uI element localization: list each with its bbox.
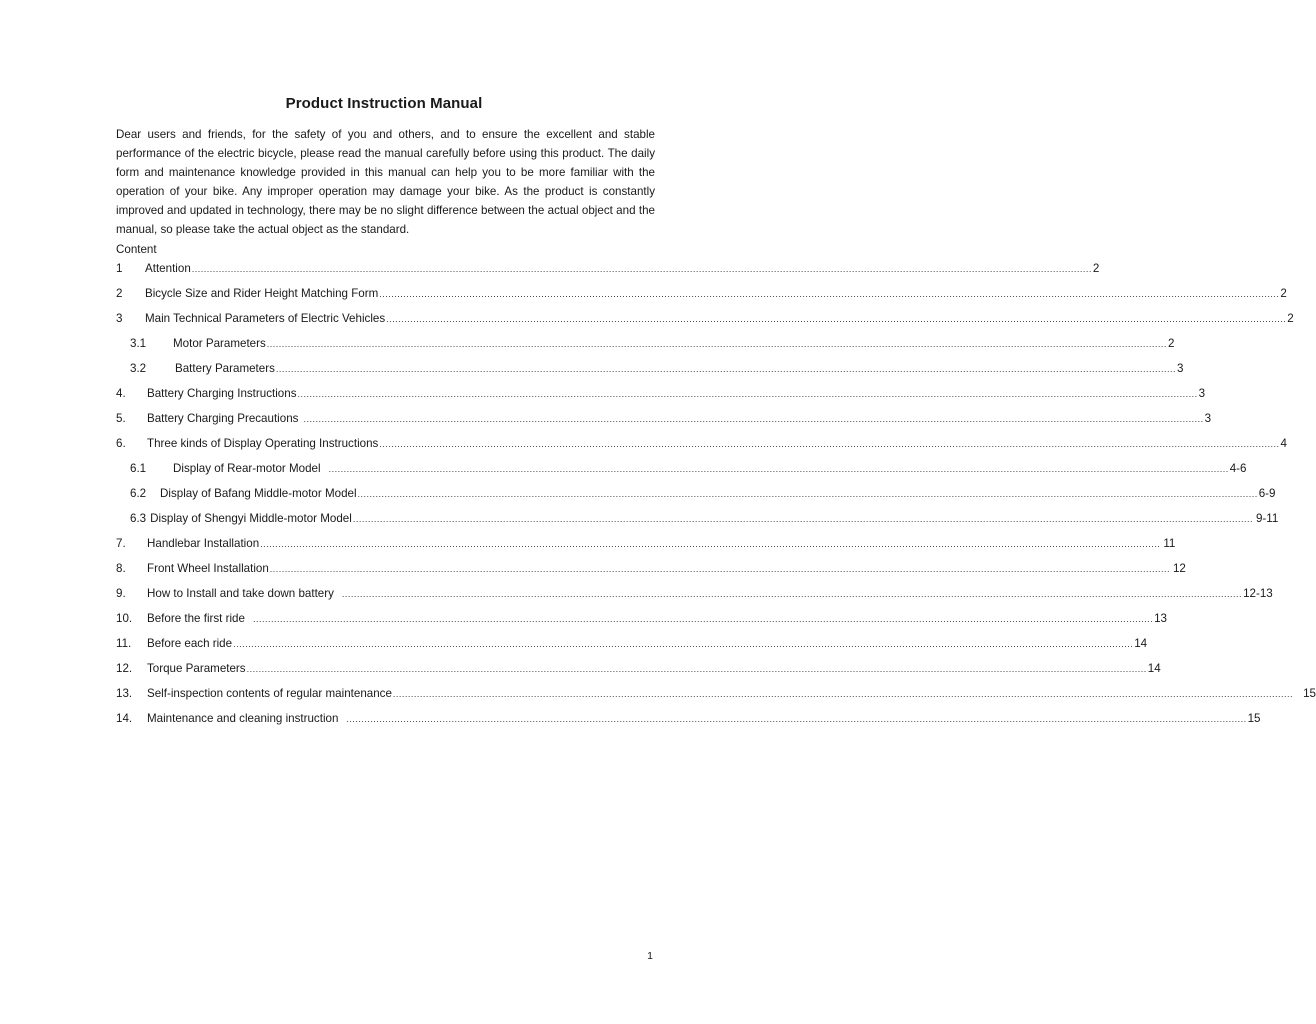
- toc-item-page: 14: [1134, 637, 1148, 650]
- toc-leader-dots: ............................................................................................................................................................................................................................................................................................................: [297, 389, 1198, 399]
- toc-item-label: Before each ride: [147, 637, 233, 650]
- toc-leader-dots: ............................................................................................................................................................................................................................................................................................................: [266, 339, 1167, 349]
- toc-leader-dots: ............................................................................................................................................................................................................................................................................................................: [191, 264, 1092, 274]
- toc-item-number: 14.: [116, 712, 133, 725]
- toc-item: [116, 534, 1176, 559]
- toc-item-page: 3: [1204, 412, 1212, 425]
- toc-item-page: 6-9: [1258, 487, 1276, 500]
- toc-item: [116, 434, 1287, 459]
- toc-item-label: Self-inspection contents of regular maintenance: [147, 687, 392, 700]
- toc-item: [116, 409, 1212, 434]
- toc-leader-dots: ............................................................................................................................................................................................................................................................................................................: [233, 639, 1134, 649]
- toc-item-number: 12.: [116, 662, 133, 675]
- toc-item-page: 15: [1303, 687, 1316, 700]
- toc-item: [116, 334, 1175, 359]
- toc-item-page: 13: [1154, 612, 1168, 625]
- toc-item-page: 12: [1172, 562, 1186, 575]
- toc-item-number: 1: [116, 262, 123, 275]
- toc-leader-dots: ............................................................................................................................................................................................................................................................................................................: [341, 589, 1243, 599]
- toc-item-page: 3: [1177, 362, 1184, 375]
- toc-item-label: Before the first ride: [147, 612, 245, 625]
- toc-item: [116, 384, 1206, 409]
- toc-leader-dots: ............................................................................................................................................................................................................................................................................................................: [252, 614, 1154, 624]
- toc-item: [116, 634, 1148, 659]
- toc-item-number: 10.: [116, 612, 133, 625]
- toc-item-label: Display of Shengyi Middle-motor Model: [150, 512, 352, 525]
- toc-item: [116, 459, 1247, 484]
- toc-item-number: 9.: [116, 587, 126, 600]
- toc-leader-dots: ............................................................................................................................................................................................................................................................................................................: [275, 364, 1177, 374]
- toc-leader-dots: ............................................................................................................................................................................................................................................................................................................: [328, 464, 1229, 474]
- page-number: 1: [647, 950, 653, 962]
- table-of-contents: [116, 259, 1316, 734]
- toc-item-number: 3.1: [130, 337, 147, 350]
- toc-leader-dots: ............................................................................................................................................................................................................................................................................................................: [303, 414, 1204, 424]
- toc-item-number: 6.2: [130, 487, 147, 500]
- toc-item-page: 14: [1147, 662, 1161, 675]
- toc-item-page: 9-11: [1255, 512, 1279, 525]
- toc-leader-dots: ............................................................................................................................................................................................................................................................................................................: [246, 664, 1147, 674]
- toc-item-number: 8.: [116, 562, 126, 575]
- toc-leader-dots: ............................................................................................................................................................................................................................................................................................................: [269, 564, 1170, 574]
- intro-paragraph: Dear users and friends, for the safety of you and others, and to ensure the excellent and stable performance of the electric bicycle, please read the manual carefully before using this product. The daily form and maintenance knowledge provided in this manual can help you to be more familiar with the operation of your bike. Any improper operation may damage your bike. As the product is constantly improved and updated in technology, there may be no slight difference between the actual object and the manual, so please take the actual object as the standard.: [116, 128, 655, 236]
- toc-item-page: 4-6: [1229, 462, 1247, 475]
- toc-item-page: 15: [1247, 712, 1261, 725]
- toc-item: [116, 684, 1316, 709]
- toc-item-number: 11.: [116, 637, 132, 650]
- toc-item-page: 12-13: [1243, 587, 1273, 600]
- toc-item-page: 2: [1167, 337, 1175, 350]
- toc-item-label: Battery Charging Precautions: [147, 412, 299, 425]
- toc-item-label: Bicycle Size and Rider Height Matching Form: [145, 287, 379, 300]
- toc-item-label: How to Install and take down battery: [147, 587, 334, 600]
- toc-item-label: Display of Bafang Middle-motor Model: [160, 487, 357, 500]
- toc-item: [116, 484, 1276, 509]
- toc-item: [116, 259, 1100, 284]
- toc-leader-dots: ............................................................................................................................................................................................................................................................................................................: [379, 439, 1280, 449]
- toc-item-number: 6.: [116, 437, 126, 450]
- toc-item-number: 3.2: [130, 362, 147, 375]
- toc-item: [116, 559, 1186, 584]
- toc-item-number: 2: [116, 287, 123, 300]
- content-heading: Content: [116, 243, 157, 256]
- toc-leader-dots: ............................................................................................................................................................................................................................................................................................................: [386, 314, 1287, 324]
- toc-item-label: Main Technical Parameters of Electric Vehicles: [145, 312, 386, 325]
- toc-item-number: 3: [116, 312, 123, 325]
- toc-item-number: 13.: [116, 687, 133, 700]
- toc-leader-dots: ............................................................................................................................................................................................................................................................................................................: [260, 539, 1161, 549]
- toc-item-label: Three kinds of Display Operating Instructions: [147, 437, 379, 450]
- toc-item: [116, 309, 1294, 334]
- toc-item-label: Attention: [145, 262, 191, 275]
- toc-leader-dots: ............................................................................................................................................................................................................................................................................................................: [357, 489, 1258, 499]
- toc-item-page: 11: [1163, 537, 1176, 550]
- toc-item-label: Battery Charging Instructions: [147, 387, 297, 400]
- toc-item-label: Maintenance and cleaning instruction: [147, 712, 339, 725]
- toc-item: [116, 284, 1287, 309]
- document-title: Product Instruction Manual: [285, 95, 483, 112]
- toc-item-label: Motor Parameters: [173, 337, 266, 350]
- toc-item-number: 4.: [116, 387, 126, 400]
- toc-leader-dots: ............................................................................................................................................................................................................................................................................................................: [346, 714, 1247, 724]
- toc-item-page: 4: [1280, 437, 1287, 450]
- toc-item-label: Display of Rear-motor Model: [173, 462, 321, 475]
- toc-item: [116, 584, 1273, 609]
- toc-leader-dots: ............................................................................................................................................................................................................................................................................................................: [379, 289, 1280, 299]
- toc-item-label: Handlebar Installation: [147, 537, 260, 550]
- toc-item-label: Front Wheel Installation: [147, 562, 269, 575]
- toc-item-number: 6.1: [130, 462, 147, 475]
- toc-item: [116, 709, 1261, 734]
- toc-item: [116, 609, 1168, 634]
- toc-item-page: 3: [1198, 387, 1206, 400]
- toc-item: [116, 659, 1161, 684]
- toc-item: [116, 359, 1184, 384]
- toc-item: [116, 509, 1279, 534]
- toc-item-label: Battery Parameters: [175, 362, 275, 375]
- toc-item-page: 2: [1092, 262, 1100, 275]
- toc-item-number: 7.: [116, 537, 126, 550]
- toc-item-label: Torque Parameters: [147, 662, 246, 675]
- toc-item-page: 2: [1280, 287, 1287, 300]
- toc-leader-dots: ............................................................................................................................................................................................................................................................................................................: [392, 689, 1294, 699]
- toc-item-number: 5.: [116, 412, 126, 425]
- toc-item-number: 6.3: [130, 512, 147, 525]
- toc-leader-dots: ............................................................................................................................................................................................................................................................................................................: [352, 514, 1253, 524]
- toc-item-page: 2: [1287, 312, 1294, 325]
